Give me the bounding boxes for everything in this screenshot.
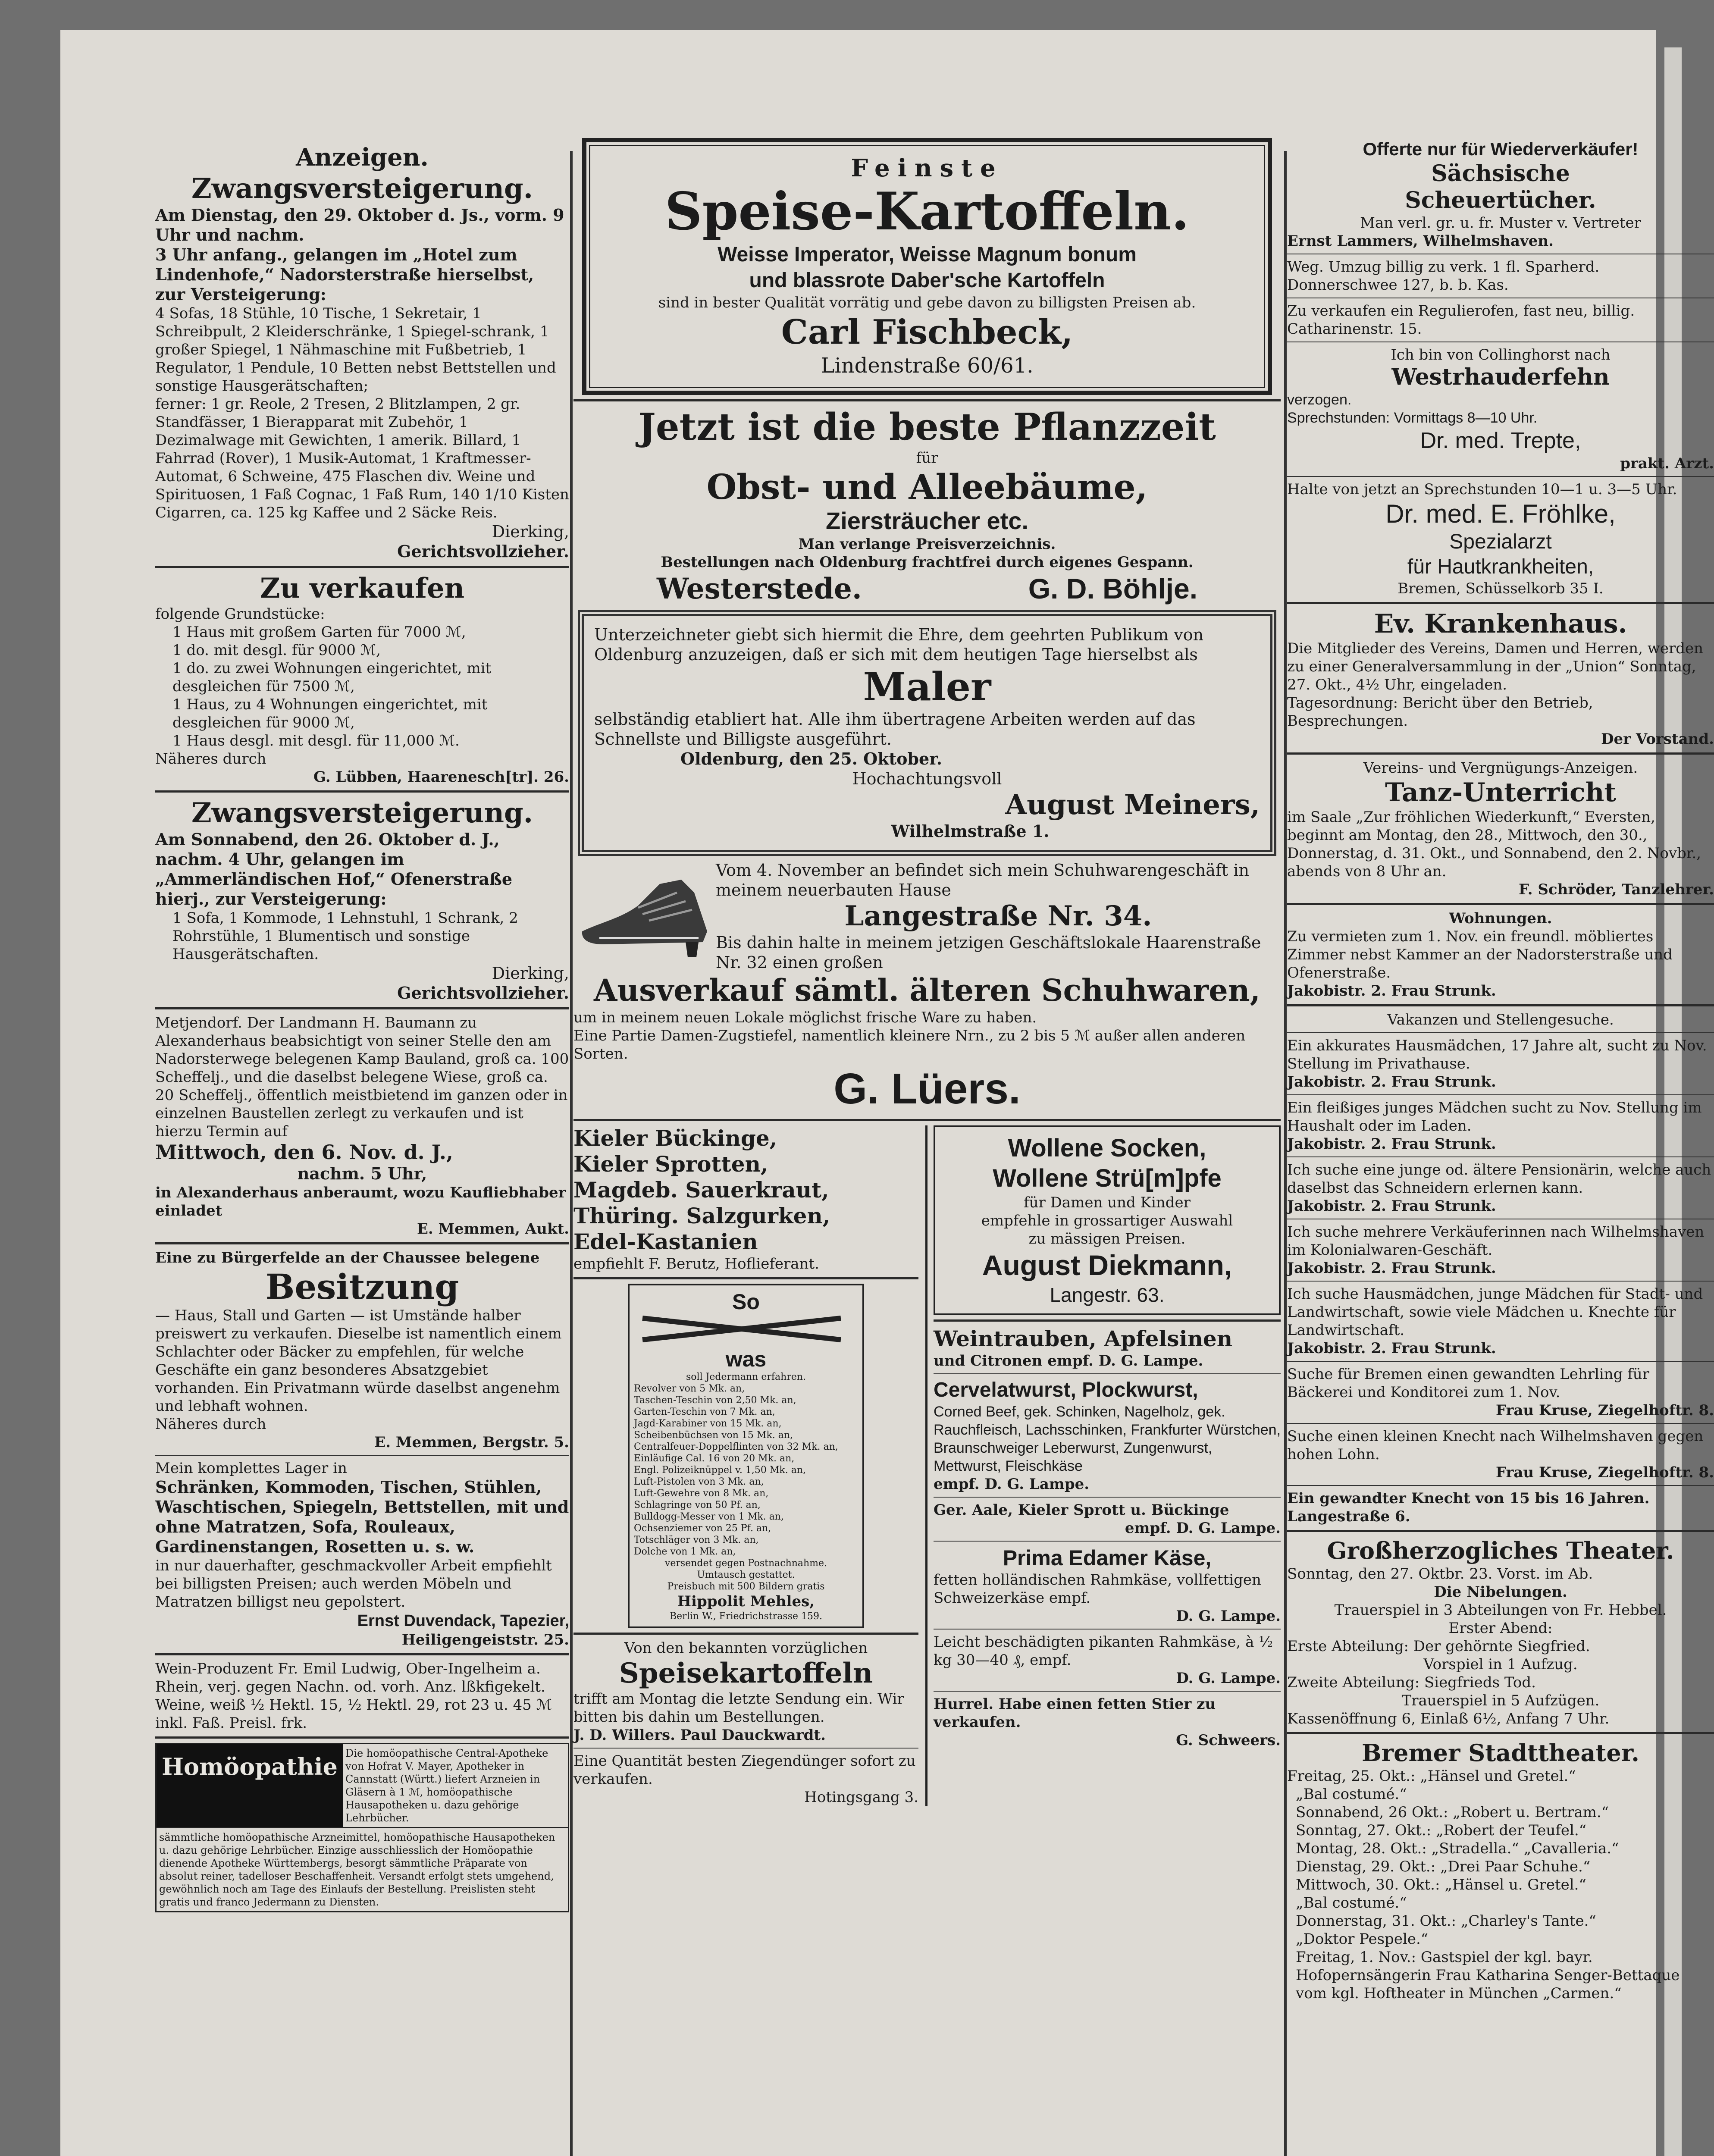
divider	[934, 1629, 1281, 1630]
pflanzzeit-title: Jetzt ist die beste Pflanzzeit	[638, 405, 1216, 449]
krankenhaus-text: Die Mitglieder des Vereins, Damen und Herren, werden zu einer Generalversammlung in der „Union“ Sonntag, 27. Okt., 4½ Uhr, eingeladen.	[1287, 640, 1704, 693]
metjendorf-date: Mittwoch, den 6. Nov. d. J.,	[155, 1141, 453, 1164]
bremen-line: Sonnabend, 26 Okt.: „Robert u. Bertram.“	[1296, 1804, 1609, 1821]
vakanz-signature: Frau Kruse, Ziegelhoftr. 8.	[1495, 1402, 1714, 1419]
maler-name: August Meiners,	[1005, 789, 1260, 821]
bremen-line: Sonntag, 27. Okt.: „Robert der Teufel.“	[1296, 1822, 1587, 1839]
socken-line: Wollene Strü[m]pfe	[993, 1164, 1222, 1192]
sowas-line: versendet gegen Postnachnahme.	[664, 1558, 827, 1569]
vakanz-signature: Jakobistr. 2. Frau Strunk.	[1287, 1340, 1496, 1357]
divider	[1287, 1485, 1714, 1486]
divider	[1287, 602, 1714, 604]
lager-address: Heiligengeiststr. 25.	[401, 1631, 569, 1648]
sowas-so: So	[732, 1290, 760, 1314]
vakanz-text: Suche einen kleinen Knecht nach Wilhelmshaven gegen hohen Lohn.	[1287, 1428, 1704, 1463]
shoe-illustration	[573, 867, 716, 966]
homoeopathie-right: Die homöopathische Central-Apotheke von Hofrat V. Mayer, Apotheker in Cannstatt (Württ.) liefert Arzneien in Gläsern à 1 ℳ, homöopathische Hausapotheken u. dazu gehörige Lehrbücher.	[345, 1747, 548, 1824]
divider	[155, 1653, 569, 1655]
divider	[1287, 1094, 1714, 1095]
column-rule-2	[1284, 151, 1287, 2156]
lager-text: in nur dauerhafter, geschmackvoller Arbeit empfiehlt bei billigsten Preisen; auch werden Möbeln und Matratzen billigst neu gepolstert.	[155, 1557, 552, 1611]
trepte-title: prakt. Arzt.	[1620, 455, 1714, 472]
ziegen-address: Hotingsgang 3.	[804, 1789, 918, 1806]
theater-line: Erster Abend:	[1448, 1620, 1553, 1637]
vakanz-text: Suche für Bremen einen gewandten Lehrling für Bäckerei und Konditorei zum 1. Nov.	[1287, 1366, 1649, 1401]
divider	[1287, 1004, 1714, 1006]
wein-ad: Wein-Produzent Fr. Emil Ludwig, Ober-Ingelheim a. Rhein, verj. gegen Nachn. od. vorh. Anz. lßkfigekelt. Weine, weiß ½ Hektl. 15, ½ Hektl. 29, rot 23 u. 45 ℳ inkl. Faß. Preisl. frk.	[155, 1660, 552, 1732]
theater-line: Trauerspiel in 5 Aufzügen.	[1401, 1692, 1600, 1709]
sowas-line: Revolver von 5 Mk. an,	[634, 1383, 745, 1394]
divider	[934, 1373, 1281, 1374]
zuverk-line: 1 do. mit desgl. für 9000 ℳ,	[172, 642, 381, 659]
besitzung-signature: E. Memmen, Bergstr. 5.	[374, 1434, 569, 1451]
kartoffeln-sub: sind in bester Qualität vorrätig und gebe davon zu billigsten Preisen ab.	[658, 294, 1196, 311]
bremen-line: Montag, 28. Okt.: „Stradella.“ „Cavalleria.“	[1296, 1840, 1619, 1857]
krankenhaus-title: Ev. Krankenhaus.	[1374, 609, 1627, 639]
pflanzzeit-footer	[573, 571, 1281, 606]
vakanz-item	[1287, 1223, 1714, 1277]
zuverk-signature: G. Lübben, Haarenesch[tr]. 26.	[313, 768, 569, 786]
divider	[573, 1119, 1281, 1121]
divider	[934, 1319, 1281, 1322]
divider	[155, 1736, 569, 1739]
divider	[155, 566, 569, 568]
trepte-line: Ich bin von Collinghorst nach	[1391, 346, 1611, 364]
lampe3-text: Ger. Aale, Kieler Sprott u. Bückinge	[934, 1501, 1229, 1519]
divider	[1287, 903, 1714, 905]
kartoffeln-ad	[582, 138, 1272, 395]
theater-line: Zweite Abteilung: Siegfrieds Tod.	[1287, 1674, 1536, 1691]
zu-verkaufen-title: Zu verkaufen	[260, 572, 465, 605]
metjendorf-signature: E. Memmen, Aukt.	[417, 1220, 569, 1238]
divider	[155, 1455, 569, 1456]
lampe1-signature: und Citronen empf. D. G. Lampe.	[934, 1352, 1203, 1369]
vakanzen-heading: Vakanzen und Stellengesuche.	[1387, 1011, 1614, 1028]
pflanzzeit-zier: Ziersträucher etc.	[826, 507, 1028, 534]
anzeigen-heading: Anzeigen.	[296, 143, 429, 172]
kieler-item: Edel-Kastanien	[573, 1229, 758, 1254]
vakanz-text: Ein fleißiges junges Mädchen sucht zu Nov. Stellung im Haushalt oder im Laden.	[1287, 1099, 1702, 1134]
maler-title: Maler	[863, 664, 991, 710]
pflanzzeit-bestellungen: Bestellungen nach Oldenburg frachtfrei durch eigenes Gespann.	[661, 554, 1194, 571]
wohnungen-text: Zu vermieten zum 1. Nov. ein freundl. möbliertes Zimmer nebst Kammer an der Nadorsterstraße und Ofenerstraße.	[1287, 928, 1673, 981]
schuh-ausverkauf: Ausverkauf sämtl. älteren Schuhwaren,	[593, 972, 1261, 1008]
bremen-line: Freitag, 1. Nov.: Gastspiel der kgl. bayr. Hofopernsängerin Frau Katharina Senger-Bettaque vom kgl. Hoftheater in München „Carmen.“	[1296, 1949, 1680, 2002]
sowas-address: Berlin W., Friedrichstrasse 159.	[670, 1611, 822, 1622]
trepte-name: Dr. med. Trepte,	[1420, 428, 1581, 453]
zv2-line: 1 Sofa, 1 Kommode, 1 Lehnstuhl, 1 Schrank, 2 Rohrstühle, 1 Blumentisch und sonstige Hausgerätschaften.	[172, 909, 518, 963]
theater-title: Großherzogliches Theater.	[1327, 1537, 1674, 1564]
sowas-line: Garten-Teschin von 7 Mk. an,	[634, 1407, 775, 1417]
sowas-line: Totschläger von 3 Mk. an,	[634, 1535, 759, 1545]
ziegen-text: Eine Quantität besten Ziegendünger sofort zu verkaufen.	[573, 1752, 916, 1788]
sowas-line: Preisbuch mit 500 Bildern gratis	[667, 1581, 825, 1592]
theater-line: Sonntag, den 27. Oktbr. 23. Vorst. im Ab.	[1287, 1565, 1593, 1583]
lager-signature: Ernst Duvendack, Tapezier,	[357, 1612, 569, 1630]
pflanzzeit-fuer: für	[916, 449, 938, 467]
kartoffeln-sub: Weisse Imperator, Weisse Magnum bonum	[718, 243, 1137, 266]
sowas-line: Schlagringe von 50 Pf. an,	[634, 1500, 761, 1510]
besitzung-pre: Eine zu Bürgerfelde an der Chaussee belegene	[155, 1249, 540, 1266]
lager-text: Mein komplettes Lager in	[155, 1460, 347, 1477]
bremen-line: Dienstag, 29. Okt.: „Drei Paar Schuhe.“	[1296, 1858, 1591, 1875]
pflanzzeit-obst: Obst- und Alleebäume,	[706, 467, 1148, 507]
zuverk-line: 1 Haus desgl. mit desgl. für 11,000 ℳ.	[172, 732, 460, 749]
schuh-text-2: Bis dahin halte in meinem jetzigen Geschäftslokale Haarenstraße Nr. 32 einen großen	[716, 933, 1261, 972]
kartoffeln-top: Feinste	[851, 154, 1003, 182]
bremen-line: „Bal costumé.“	[1296, 1786, 1407, 1803]
bremen-line: Mittwoch, 30. Okt.: „Hänsel u. Gretel.“	[1296, 1876, 1586, 1893]
theater-line: Erste Abteilung: Der gehörnte Siegfried.	[1287, 1638, 1590, 1655]
homoeopathie-bottom: sämmtliche homöopathische Arzneimittel, homöopathische Hausapotheken u. dazu gehörige Lehrbücher. Einzige ausschliesslich der Homöopathie dienende Apotheke Württembergs, besorgt sämmtliche Präparate von absolut reiner, tadelloser Beschaffenheit. Versandt erfolgt stets umgehend, gewöhnlich noch am Tage des Einlaufs der Bestellung. Preislisten steht gratis und franco Jedermann zu Diensten.	[155, 1828, 569, 1912]
zwangsversteigerung-1-body	[155, 205, 569, 561]
zv1-signature-title: Gerichtsvollzieher.	[397, 542, 569, 561]
divider	[573, 1748, 918, 1749]
vakanz-signature: Jakobistr. 2. Frau Strunk.	[1287, 1197, 1496, 1215]
kartoffeln-address: Lindenstraße 60/61.	[821, 354, 1034, 378]
froehlke-line: Spezialarzt	[1449, 530, 1552, 553]
tanz-title: Tanz-Unterricht	[1385, 777, 1617, 808]
homoeopathie-ad	[155, 1743, 569, 1828]
schuh-address: Langestraße Nr. 34.	[844, 900, 1152, 932]
sowas-line: Engl. Polizeiknüppel v. 1,50 Mk. an,	[634, 1465, 806, 1476]
speise-signature: J. D. Willers. Paul Dauckwardt.	[573, 1727, 826, 1744]
divider	[934, 1497, 1281, 1498]
bremen-line: „Bal costumé.“	[1296, 1894, 1407, 1912]
schuh-text-4: Eine Partie Damen-Zugstiefel, namentlich kleinere Nrn., zu 2 bis 5 ℳ außer allen anderen Sorten.	[573, 1027, 1246, 1062]
vakanz-text: Ich suche eine junge od. ältere Pensionärin, welche auch daselbst das Schneidern erlernen kann.	[1287, 1161, 1711, 1197]
pflanzzeit-verlange: Man verlange Preisverzeichnis.	[798, 536, 1056, 553]
stier-text: Hurrel. Habe einen fetten Stier zu verkaufen.	[934, 1695, 1216, 1731]
vakanz-item	[1287, 1427, 1714, 1482]
socken-line: für Damen und Kinder	[1024, 1194, 1191, 1211]
lampe2-title: Cervelatwurst, Plockwurst,	[934, 1379, 1198, 1401]
divider	[934, 1541, 1281, 1542]
zv1-signature: Dierking,	[492, 522, 569, 541]
krankenhaus-text: Tagesordnung: Bericht über den Betrieb, Besprechungen.	[1287, 694, 1593, 730]
theater-line: Die Nibelungen.	[1434, 1583, 1567, 1601]
froehlke-line: Halte von jetzt an Sprechstunden 10—1 u. 3—5 Uhr.	[1287, 481, 1677, 498]
trepte-line: Sprechstunden: Vormittags 8—10 Uhr.	[1287, 410, 1538, 426]
maler-ad	[578, 610, 1276, 856]
divider	[573, 1277, 918, 1279]
scheuer-vertreter: Ernst Lammers, Wilhelmshaven.	[1287, 232, 1554, 250]
stier-signature: G. Schweers.	[1176, 1732, 1281, 1749]
sowas-line: Luft-Pistolen von 3 Mk. an,	[634, 1476, 764, 1487]
sowas-line: Scheibenbüchsen von 15 Mk. an,	[634, 1430, 793, 1441]
bremen-line: Freitag, 25. Okt.: „Hänsel und Gretel.“	[1287, 1767, 1576, 1785]
homoeopathie-logo: Homöopathie	[157, 1744, 343, 1827]
zv2-signature: Dierking,	[492, 964, 569, 983]
bremen-line: Donnerstag, 31. Okt.: „Charley's Tante.“	[1296, 1912, 1596, 1930]
sowas-line: soll Jedermann erfahren.	[686, 1372, 806, 1382]
vakanz-signature: Jakobistr. 2. Frau Strunk.	[1287, 1073, 1496, 1091]
lampe1-title: Weintrauben, Apfelsinen	[934, 1326, 1233, 1351]
zv1-line: 4 Sofas, 18 Stühle, 10 Tische, 1 Sekretair, 1 Schreibpult, 2 Kleiderschränke, 1 Spiegel-schrank, 1 großer Spiegel, 1 Nähmaschine mit Fußbetrieb, 1 Regulator, 1 Pendule, 10 Betten nebst Bettstellen und sonstige Hausgerätschaften;	[155, 305, 556, 395]
zuverk-line: 1 Haus, zu 4 Wohnungen eingerichtet, mit desgleichen für 9000 ℳ,	[172, 696, 488, 731]
vakanz-signature: Jakobistr. 2. Frau Strunk.	[1287, 1135, 1496, 1153]
vakanz-text: Ein akkurates Hausmädchen, 17 Jahre alt, sucht zu Nov. Stellung im Privathause.	[1287, 1037, 1707, 1072]
zuverk-line: folgende Grundstücke:	[155, 605, 325, 623]
bremen-theater-title: Bremer Stadttheater.	[1362, 1739, 1639, 1767]
regulierofen-ad: Zu verkaufen ein Regulierofen, fast neu, billig. Catharinenstr. 15.	[1287, 302, 1635, 338]
lampe2-signature: empf. D. G. Lampe.	[934, 1476, 1090, 1493]
kartoffeln-title: Speise-Kartoffeln.	[664, 181, 1190, 242]
divider	[1287, 1423, 1714, 1424]
maler-date: Oldenburg, den 25. Oktober.	[680, 749, 942, 768]
crossed-rifles-icon	[634, 1314, 849, 1344]
sowas-line: Umtausch gestattet.	[697, 1570, 795, 1580]
lampe3-signature: empf. D. G. Lampe.	[1125, 1520, 1281, 1537]
socken-address: Langestr. 63.	[1050, 1284, 1165, 1306]
froehlke-address: Bremen, Schüsselkorb 35 I.	[1398, 580, 1604, 597]
theater-line: Trauerspiel in 3 Abteilungen von Fr. Hebbel.	[1334, 1601, 1667, 1619]
kieler-item: Thüring. Salzgurken,	[573, 1203, 830, 1228]
lager-items: Schränken, Kommoden, Tischen, Stühlen, Waschtischen, Spiegeln, Bettstellen, mit und ohne Matratzen, Sofa, Rouleaux, Gardinenstangen, Rosetten u. s. w.	[155, 1477, 569, 1556]
sowas-line: Bulldogg-Messer von 1 Mk. an,	[634, 1511, 784, 1522]
metjendorf-place: in Alexanderhaus anberaumt, wozu Kaufliebhaber einladet	[155, 1184, 566, 1219]
zv2-line: Am Sonnabend, den 26. Oktober d. J., nachm. 4 Uhr, gelangen im „Ammerländischen Hof,“ Ofenerstraße hierj., zur Versteigerung:	[155, 830, 513, 909]
kieler-item: Kieler Bückinge,	[573, 1125, 777, 1151]
maler-text: selbständig etabliert hat. Alle ihm übertragene Arbeiten werden auf das Schnellste und Billigste ausgeführt.	[594, 710, 1196, 749]
divider	[934, 1691, 1281, 1692]
kieler-item: Magdeb. Sauerkraut,	[573, 1177, 829, 1203]
froehlke-line: für Hautkrankheiten,	[1407, 555, 1594, 578]
zwangsversteigerung-1-title: Zwangsversteigerung.	[191, 172, 533, 205]
knecht-ad: Ein gewandter Knecht von 15 bis 16 Jahren. Langestraße 6.	[1287, 1490, 1650, 1525]
kieler-signature: empfiehlt F. Berutz, Hoflieferant.	[573, 1255, 819, 1272]
wohnungen-heading: Wohnungen.	[1449, 910, 1552, 927]
vakanz-item	[1287, 1037, 1714, 1091]
maler-intro: Unterzeichneter giebt sich hiermit die Ehre, dem geehrten Publikum von Oldenburg anzuzeigen, daß er sich mit dem heutigen Tage hierselbst als	[594, 625, 1204, 664]
vakanz-signature: Jakobistr. 2. Frau Strunk.	[1287, 1260, 1496, 1277]
divider	[1287, 1361, 1714, 1362]
divider	[1287, 1281, 1714, 1282]
speise-title: Speisekartoffeln	[619, 1657, 873, 1689]
divider	[1287, 476, 1714, 477]
bremen-line: „Doktor Pespele.“	[1296, 1930, 1429, 1948]
schuh-name: G. Lüers.	[833, 1065, 1021, 1113]
socken-name: August Diekmann,	[982, 1249, 1232, 1281]
socken-line: Wollene Socken,	[1008, 1134, 1206, 1162]
socken-line: empfehle in grossartiger Auswahl	[981, 1212, 1233, 1229]
column-1	[155, 142, 569, 2156]
sowas-line: Luft-Gewehre von 8 Mk. an,	[634, 1488, 769, 1499]
sparherd-ad: Weg. Umzug billig zu verk. 1 fl. Sparherd. Donnerschwee 127, b. b. Kas.	[1287, 258, 1600, 294]
vereins-heading: Vereins- und Vergnügungs-Anzeigen.	[1363, 759, 1638, 777]
zv1-line: ferner: 1 gr. Reole, 2 Tresen, 2 Blitzlampen, 2 gr. Standfässer, 1 Bierapparat mit Zubehör, 1 Dezimalwage mit Gewichten, 1 amerik. Billard, 1 Fahrrad (Rover), 1 Musik-Automat, 1 Kraftmesser-Automat, 6 Schweine, 475 Flaschen div. Weine und Spirituosen, 1 Faß Cognac, 1 Faß Rum, 140 1/10 Kisten Cigarren, ca. 125 kg Kaffee und 2 Säcke Reis.	[155, 395, 569, 521]
pflanzzeit-place: Westerstede.	[656, 572, 862, 605]
vakanz-item	[1287, 1365, 1714, 1420]
sowas-line: Dolche von 1 Mk. an,	[634, 1546, 736, 1557]
kartoffeln-name: Carl Fischbeck,	[781, 313, 1073, 352]
vakanz-item	[1287, 1161, 1714, 1215]
offerte-heading: Offerte nur für Wiederverkäufer!	[1363, 139, 1639, 159]
maler-hochachtungsvoll: Hochachtungsvoll	[852, 769, 1002, 788]
zv1-line: Am Dienstag, den 29. Oktober d. Js., vorm. 9 Uhr und nachm.	[155, 205, 564, 244]
vakanz-item	[1287, 1099, 1714, 1153]
schuh-ad-top	[573, 860, 1281, 972]
divider	[1287, 1530, 1714, 1532]
vakanz-signature: Frau Kruse, Ziegelhoftr. 8.	[1495, 1464, 1714, 1481]
divider	[573, 399, 1281, 401]
divider	[155, 1242, 569, 1244]
kaese-text: fetten holländischen Rahmkäse, vollfettigen Schweizerkäse empf.	[934, 1571, 1261, 1607]
column-3	[1287, 138, 1714, 2156]
froehlke-name: Dr. med. E. Fröhlke,	[1385, 499, 1616, 528]
column-2	[573, 138, 1281, 2156]
rahm-text: Leicht beschädigten pikanten Rahmkäse, à ½ kg 30—40 ₰, empf.	[934, 1633, 1273, 1669]
metjendorf-text: Metjendorf. Der Landmann H. Baumann zu Alexanderhaus beabsichtigt von seiner Stelle den am Nadorsterwege belegenen Kamp Bauland, groß ca. 100 Scheffelj., und die daselbst belegene Wiese, groß ca. 20 Scheffelj., öffentlich meistbietend im ganzen oder in einzelnen Baustellen zerlegt zu verkaufen und ist hierzu Termin auf	[155, 1014, 569, 1140]
scheuer-text: Man verl. gr. u. fr. Muster v. Vertreter	[1360, 214, 1641, 232]
divider	[155, 1007, 569, 1009]
zuverk-line: 1 do. zu zwei Wohnungen eingerichtet, mit desgleichen für 7500 ℳ,	[172, 660, 492, 695]
besitzung-text: Näheres durch	[155, 1416, 266, 1433]
pflanzzeit-name: G. D. Böhlje.	[1028, 573, 1198, 605]
kieler-item: Kieler Sprotten,	[573, 1151, 768, 1177]
tanz-signature: F. Schröder, Tanzlehrer.	[1518, 881, 1714, 898]
kaese-title: Prima Edamer Käse,	[1003, 1546, 1212, 1570]
metjendorf-time: nachm. 5 Uhr,	[297, 1164, 427, 1183]
divider	[1287, 752, 1714, 755]
zv1-line: 3 Uhr anfang., gelangen im „Hotel zum Lindenhofe,“ Nadorsterstraße hierselbst, zur Versteigerung:	[155, 245, 534, 304]
trepte-place: Westrhauderfehn	[1391, 364, 1610, 390]
wohnungen-signature: Jakobistr. 2. Frau Strunk.	[1287, 982, 1496, 1000]
sowas-line: Ochsenziemer von 25 Pf. an,	[634, 1523, 771, 1534]
zuverk-line: 1 Haus mit großem Garten für 7000 ℳ,	[172, 624, 466, 641]
vakanz-text: Ich suche Hausmädchen, junge Mädchen für Stadt- und Landwirtschaft, sowie viele Mädchen u. Knechte für Landwirtschaft.	[1287, 1285, 1703, 1339]
sowas-line: Einläufige Cal. 16 von 20 Mk. an,	[634, 1453, 795, 1464]
speise-pre: Von den bekannten vorzüglichen	[624, 1639, 868, 1657]
sowas-line: Taschen-Teschin von 2,50 Mk. an,	[634, 1395, 796, 1406]
socken-line: zu mässigen Preisen.	[1028, 1230, 1186, 1247]
column-rule-1	[570, 151, 573, 2156]
column-2-lower	[573, 1125, 1281, 1806]
theater-line: Vorspiel in 1 Aufzug.	[1423, 1656, 1578, 1673]
theater-line: Kassenöffnung 6, Einlaß 6½, Anfang 7 Uhr.	[1287, 1710, 1610, 1727]
besitzung-title: Besitzung	[265, 1266, 459, 1307]
scheuer-title-2: Scheuertücher.	[1405, 187, 1596, 213]
tanz-text: im Saale „Zur fröhlichen Wiederkunft,“ Eversten, beginnt am Montag, den 28., Mittwoch, den 30., Donnerstag, d. 31. Okt., und Sonnabend, den 2. Novbr., abends von 8 Uhr an.	[1287, 808, 1701, 880]
sowas-ad	[628, 1284, 864, 1628]
divider	[573, 1633, 918, 1635]
zv2-signature-title: Gerichtsvollzieher.	[397, 983, 569, 1003]
schuh-text-3: um in meinem neuen Lokale möglichst frische Ware zu haben.	[573, 1009, 1037, 1026]
kartoffeln-sub: und blassrote Daber'sche Kartoffeln	[749, 269, 1105, 292]
scheuer-title-1: Sächsische	[1431, 160, 1570, 187]
maler-address: Wilhelmstraße 1.	[891, 821, 1050, 841]
sowas-was: was	[725, 1347, 767, 1371]
vakanz-item	[1287, 1285, 1714, 1357]
divider	[1287, 1156, 1714, 1157]
divider	[1287, 1732, 1714, 1734]
zwangsversteigerung-2-title: Zwangsversteigerung.	[191, 797, 533, 829]
sowas-line: Centralfeuer-Doppelflinten von 32 Mk. an,	[634, 1442, 838, 1452]
speise-text: trifft am Montag die letzte Sendung ein. Wir bitten bis dahin um Bestellungen.	[573, 1690, 904, 1726]
divider	[1287, 1032, 1714, 1033]
besitzung-text: — Haus, Stall und Garten — ist Umstände halber preiswert zu verkaufen. Dieselbe ist namentlich einem Schlachter oder Bäcker zu empfehlen, für welche Geschäfte ein ganz besonderes Absatzgebiet vorhanden. Ein Privatmann würde daselbst angenehm und lebhaft wohnen.	[155, 1307, 562, 1415]
rahm-signature: D. G. Lampe.	[1176, 1670, 1281, 1687]
kaese-signature: D. G. Lampe.	[1176, 1608, 1281, 1625]
zuverk-line: Näheres durch	[155, 750, 266, 768]
vakanz-text: Ich suche mehrere Verkäuferinnen nach Wilhelmshaven im Kolonialwaren-Geschäft.	[1287, 1223, 1705, 1259]
trepte-line: verzogen.	[1287, 392, 1352, 408]
schuh-text-1: Vom 4. November an befindet sich mein Schuhwarengeschäft in meinem neuerbauten Hause	[716, 861, 1249, 899]
krankenhaus-signature: Der Vorstand.	[1601, 730, 1714, 748]
sowas-line: Jagd-Karabiner von 15 Mk. an,	[634, 1418, 782, 1429]
lampe2-text: Corned Beef, gek. Schinken, Nagelholz, gek. Rauchfleisch, Lachsschinken, Frankfurter Würstchen, Braunschweiger Leberwurst, Zungenwurst, Mettwurst, Fleischkäse	[934, 1404, 1281, 1474]
sowas-name: Hippolit Mehles,	[677, 1593, 815, 1610]
divider	[155, 790, 569, 793]
socken-ad	[934, 1125, 1281, 1315]
